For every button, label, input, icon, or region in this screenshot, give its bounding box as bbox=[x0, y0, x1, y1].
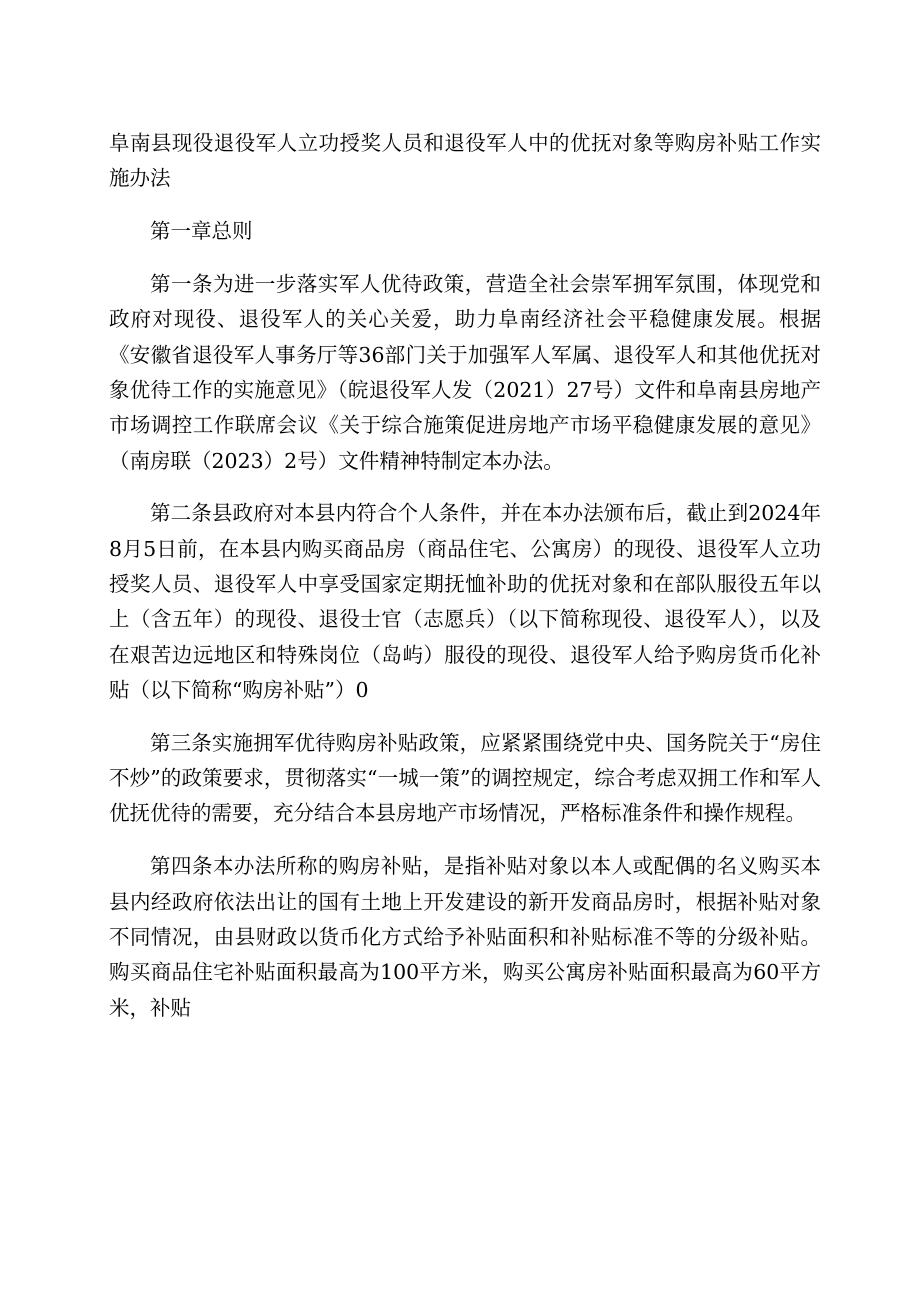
document-page bbox=[109, 126, 821, 1026]
chapter-heading: 第一章总则 bbox=[150, 219, 253, 244]
article-2: 第二条县政府对本县内符合个人条件，并在本办法颁布后，截止到2024年8月5日前，在本县内购买商品房（商品住宅、公寓房）的现役、退役军人立功授奖人员、退役军人中享受国家定期抚恤补助的优抚对象和在部队服役五年以上（含五年）的现役、退役士官（志愿兵）（以下简称现役、退役军人），以及在艰苦边远地区和特殊岗位（岛屿）服役的现役、退役军人给予购房货币化补贴（以下简称“购房补贴”）0 bbox=[109, 501, 821, 702]
article-1: 第一条为进一步落实军人优待政策，营造全社会崇军拥军氛围，体现党和政府对现役、退役军人的关心关爱，助力阜南经济社会平稳健康发展。根据《安徽省退役军人事务厅等36部门关于加强军人军属、退役军人和其他优抚对象优待工作的实施意见》（皖退役军人发（2021）27号）文件和阜南县房地产市场调控工作联席会议《关于综合施策促进房地产市场平稳健康发展的意见》（南房联（2023）2号）文件精神特制定本办法。 bbox=[109, 272, 821, 473]
article-4: 第四条本办法所称的购房补贴，是指补贴对象以本人或配偶的名义购买本县内经政府依法出让的国有土地上开发建设的新开发商品房时，根据补贴对象不同情况，由县财政以货币化方式给予补贴面积和补贴标准不等的分级补贴。购买商品住宅补贴面积最高为100平方米，购买公寓房补贴面积最高为60平方米，补贴 bbox=[109, 854, 821, 1020]
article-3: 第三条实施拥军优待购房补贴政策，应紧紧围绕党中央、国务院关于“房住不炒”的政策要求，贯彻落实“一城一策”的调控规定，综合考虑双拥工作和军人优抚优待的需要，充分结合本县房地产市场情况，严格标准条件和操作规程。 bbox=[109, 730, 821, 826]
document-title: 阜南县现役退役军人立功授奖人员和退役军人中的优抚对象等购房补贴工作实施办法 bbox=[109, 131, 821, 191]
